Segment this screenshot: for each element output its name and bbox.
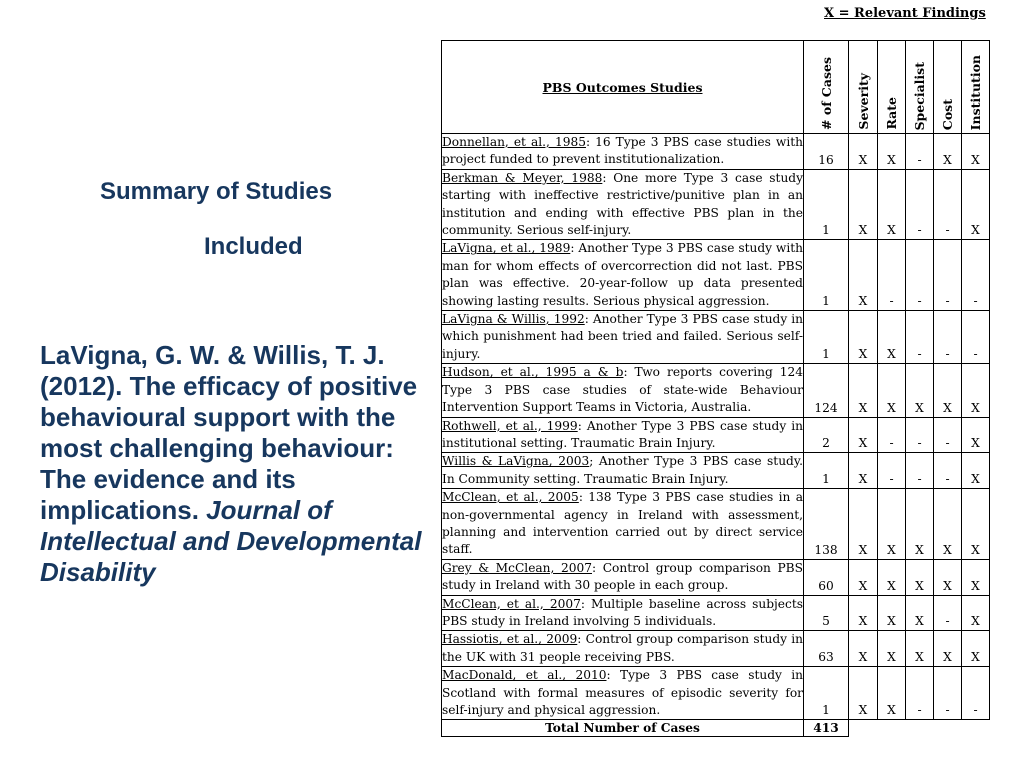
citation-journal: Journal of Intellectual and Developmental Disability <box>40 495 422 587</box>
column-header-label: Rate <box>884 97 899 130</box>
studies-table <box>441 40 990 737</box>
specialist-cell: X <box>906 595 934 631</box>
table-row <box>442 559 990 595</box>
rate-cell: - <box>878 453 906 489</box>
rate-cell: - <box>878 417 906 453</box>
study-reference: McClean, et al., 2007 <box>442 596 581 611</box>
study-text: : Control group comparison PBS study in Ireland with 30 people in each group. <box>442 560 803 593</box>
cost-cell: X <box>934 134 962 170</box>
study-reference: LaVigna & Willis, 1992 <box>442 312 585 327</box>
rate-cell: X <box>878 311 906 364</box>
study-text: : Multiple baseline across subjects PBS study in Ireland involving 5 individuals. <box>442 596 803 628</box>
study-text: ; Another Type 3 PBS case study. In Community setting. Traumatic Brain Injury. <box>442 454 803 486</box>
severity-cell: X <box>849 311 878 364</box>
study-description <box>442 595 804 631</box>
specialist-cell: - <box>906 240 934 311</box>
cases-cell: 2 <box>804 417 849 453</box>
specialist-cell: - <box>906 453 934 489</box>
total-row <box>442 720 990 737</box>
study-reference: LaVigna, et al., 1989 <box>442 241 571 256</box>
cost-cell: - <box>934 453 962 489</box>
study-text: : Two reports covering 124 Type 3 PBS case studies of state-wide Behaviour Intervention Support Teams in Victoria, Australia. <box>442 365 804 415</box>
institution-cell: X <box>962 134 990 170</box>
severity-cell: X <box>849 364 878 417</box>
total-row-spacer <box>849 720 990 737</box>
citation-authors: LaVigna, G. W. & Willis, T. J. (2012). The efficacy of positive behavioural support with the most challenging behaviour: The evidence and its implications. <box>40 340 418 525</box>
severity-cell: X <box>849 169 878 240</box>
cases-cell: 124 <box>804 364 849 417</box>
table-row <box>442 453 990 489</box>
study-reference: Donnellan, et al., 1985 <box>442 135 586 149</box>
study-reference: McClean, et al., 2005 <box>442 490 579 505</box>
cases-cell: 1 <box>804 453 849 489</box>
cost-cell: - <box>934 240 962 311</box>
study-text: : 16 Type 3 PBS case studies with project funded to prevent institutionalization. <box>442 135 804 167</box>
study-description <box>442 631 804 667</box>
study-description <box>442 134 804 170</box>
rate-cell: X <box>878 489 906 560</box>
total-label: Total Number of Cases <box>442 720 804 737</box>
study-description <box>442 364 804 417</box>
table-header-row <box>442 41 990 134</box>
severity-cell: X <box>849 453 878 489</box>
column-header-label: Severity <box>855 73 871 130</box>
rate-cell: X <box>878 595 906 631</box>
rate-cell: X <box>878 364 906 417</box>
institution-cell: - <box>962 311 990 364</box>
severity-cell: X <box>849 595 878 631</box>
institution-cell: X <box>962 489 990 560</box>
cost-cell: X <box>934 364 962 417</box>
study-reference: Willis & LaVigna, 2003 <box>442 454 590 469</box>
severity-cell: X <box>849 631 878 667</box>
specialist-cell: - <box>906 169 934 240</box>
severity-cell: X <box>849 559 878 595</box>
column-header-label: Cost <box>940 98 955 130</box>
cases-cell: 16 <box>804 134 849 170</box>
study-text: : Type 3 PBS case study in Scotland with formal measures of episodic severity for self-injury and physical aggression. <box>442 668 804 717</box>
severity-cell: X <box>849 240 878 311</box>
severity-cell: X <box>849 134 878 170</box>
column-header-label: Institution <box>968 54 983 130</box>
table-row <box>442 417 990 453</box>
specialist-cell: - <box>906 667 934 720</box>
rate-cell: X <box>878 169 906 240</box>
specialist-cell: - <box>906 311 934 364</box>
table-row <box>442 631 990 667</box>
study-text: : Another Type 3 PBS case study with man for whom effects of overcorrection did not last. PBS plan was effective. 20-year-follow up data presented showing lasting results. Serious physical aggression. <box>442 241 803 308</box>
study-reference: Hudson, et al., 1995 a & b <box>442 365 624 380</box>
table-row <box>442 134 990 170</box>
table-row <box>442 667 990 720</box>
specialist-cell: - <box>906 134 934 170</box>
specialist-cell: X <box>906 364 934 417</box>
cost-cell: - <box>934 417 962 453</box>
cases-cell: 1 <box>804 667 849 720</box>
cost-cell: - <box>934 667 962 720</box>
study-reference: MacDonald, et al., 2010 <box>442 668 607 683</box>
study-description <box>442 417 804 453</box>
table-header-title: PBS Outcomes Studies <box>442 41 804 134</box>
institution-cell: X <box>962 559 990 595</box>
institution-cell: - <box>962 667 990 720</box>
table-row <box>442 169 990 240</box>
table-row <box>442 364 990 417</box>
cost-cell: - <box>934 311 962 364</box>
institution-cell: - <box>962 240 990 311</box>
study-description <box>442 169 804 240</box>
specialist-cell: X <box>906 489 934 560</box>
table-row <box>442 311 990 364</box>
severity-cell: X <box>849 489 878 560</box>
institution-cell: X <box>962 631 990 667</box>
column-header-label: Specialist <box>912 61 927 130</box>
cases-cell: 1 <box>804 169 849 240</box>
study-reference: Berkman & Meyer, 1988 <box>442 170 603 185</box>
column-header-institution <box>962 41 990 134</box>
study-description <box>442 311 804 364</box>
column-header-cases <box>804 41 849 134</box>
study-text: : 138 Type 3 PBS case studies in a non-governmental agency in Ireland with assessment, planning and intervention carried out by direct service staff. <box>442 490 804 557</box>
cost-cell: - <box>934 169 962 240</box>
study-reference: Hassiotis, et al., 2009 <box>442 632 578 647</box>
cost-cell: X <box>934 631 962 667</box>
severity-cell: X <box>849 417 878 453</box>
column-header-label: # of Cases <box>818 57 834 130</box>
citation <box>40 340 435 588</box>
cases-cell: 1 <box>804 311 849 364</box>
study-description <box>442 667 804 720</box>
study-description <box>442 453 804 489</box>
column-header-cost <box>934 41 962 134</box>
specialist-cell: - <box>906 417 934 453</box>
summary-title-line2: Included <box>204 233 303 260</box>
total-value: 413 <box>804 720 849 737</box>
rate-cell: X <box>878 667 906 720</box>
column-header-rate <box>878 41 906 134</box>
specialist-cell: X <box>906 559 934 595</box>
study-reference: Rothwell, et al., 1999 <box>442 418 578 433</box>
cost-cell: X <box>934 559 962 595</box>
column-header-specialist <box>906 41 934 134</box>
institution-cell: X <box>962 169 990 240</box>
study-reference: Grey & McClean, 2007 <box>442 560 592 575</box>
study-description <box>442 240 804 311</box>
cases-cell: 5 <box>804 595 849 631</box>
institution-cell: X <box>962 364 990 417</box>
institution-cell: X <box>962 417 990 453</box>
table-row <box>442 489 990 560</box>
summary-title-line1: Summary of Studies <box>100 178 333 205</box>
study-text: : One more Type 3 case study starting with ineffective restrictive/punitive plan in an institution and ending with effective PBS plan in the community. Serious self-injury. <box>442 170 803 238</box>
cost-cell: - <box>934 595 962 631</box>
table-row <box>442 595 990 631</box>
study-text: : Another Type 3 PBS case study in institutional setting. Traumatic Brain Injury. <box>442 418 803 450</box>
study-description <box>442 489 804 560</box>
severity-cell: X <box>849 667 878 720</box>
column-header-severity <box>849 41 878 134</box>
rate-cell: X <box>878 631 906 667</box>
institution-cell: X <box>962 453 990 489</box>
rate-cell: X <box>878 559 906 595</box>
study-description <box>442 559 804 595</box>
study-text: : Control group comparison study in the UK with 31 people receiving PBS. <box>442 632 803 664</box>
cases-cell: 1 <box>804 240 849 311</box>
cost-cell: X <box>934 489 962 560</box>
specialist-cell: X <box>906 631 934 667</box>
cases-cell: 60 <box>804 559 849 595</box>
cases-cell: 63 <box>804 631 849 667</box>
rate-cell: X <box>878 134 906 170</box>
study-text: : Another Type 3 PBS case study in which punishment had been tried and failed. Serious self-injury. <box>442 312 804 361</box>
institution-cell: X <box>962 595 990 631</box>
rate-cell: - <box>878 240 906 311</box>
legend-text: X = Relevant Findings <box>824 6 986 21</box>
cases-cell: 138 <box>804 489 849 560</box>
table-row <box>442 240 990 311</box>
